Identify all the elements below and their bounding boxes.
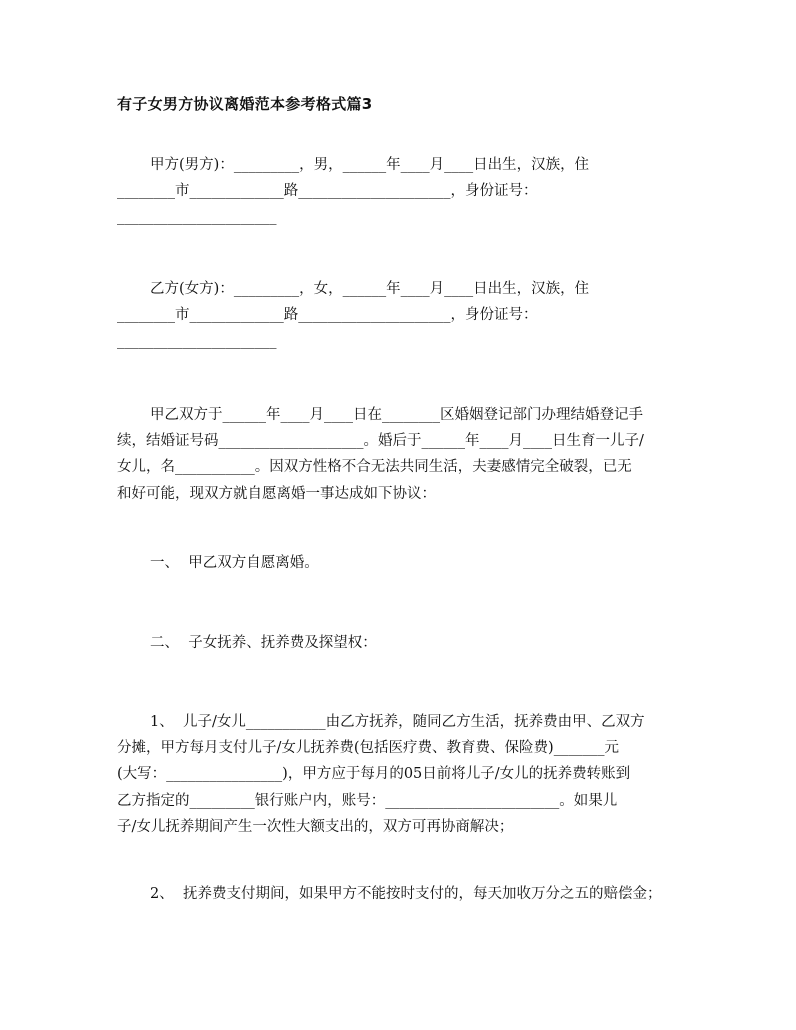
party-b-line: ______________________ [117, 333, 277, 350]
clause-1-line: 分摊，甲方每月支付儿子/女儿抚养费(包括医疗费、教育费、保险费)_______元 [117, 740, 619, 757]
party-a-line: ______________________ [117, 209, 277, 226]
party-b-line: ________市_____________路_____________________，身份证号： [117, 307, 538, 324]
clause-1-paragraph [117, 709, 687, 840]
intro-paragraph [117, 402, 687, 507]
party-b-paragraph [117, 276, 687, 355]
party-a-paragraph [117, 152, 687, 231]
clause-2: 2、 抚养费支付期间，如果甲方不能按时支付的，每天加收万分之五的赔偿金； [150, 886, 662, 902]
intro-line: 和好可能，现双方就自愿离婚一事达成如下协议： [117, 485, 436, 502]
intro-line: 甲乙双方于______年____月____日在________区婚姻登记部门办理结婚登记手 [150, 407, 643, 423]
intro-line: 女儿，名___________。因双方性格不合无法共同生活，夫妻感情完全破裂，已无 [117, 459, 632, 476]
document-title: 有子女男方协议离婚范本参考格式篇3 [117, 95, 373, 113]
article-1: 一、 甲乙双方自愿离婚。 [150, 555, 319, 571]
party-b-line: 乙方(女方)：_________，女，______年____月____日出生，汉族，住 [150, 281, 590, 297]
clause-1-line: 乙方指定的_________银行账户内，账号：________________________。如果儿 [117, 792, 618, 809]
party-a-line: ________市_____________路_____________________，身份证号： [117, 183, 538, 200]
article-2: 二、 子女抚养、抚养费及探望权： [150, 635, 377, 651]
intro-line: 续，结婚证号码____________________。婚后于______年____月____日生育一儿子/ [117, 433, 644, 450]
party-a-line: 甲方(男方)：_________，男，______年____月____日出生，汉族，住 [150, 157, 590, 173]
clause-1-line: (大写：________________)，甲方应于每月的05日前将儿子/女儿的抚养费转账到 [117, 766, 631, 783]
clause-1-line: 1、 儿子/女儿___________由乙方抚养，随同乙方生活，抚养费由甲、乙双方 [150, 714, 645, 730]
clause-1-line: 子/女儿抚养期间产生一次性大额支出的，双方可再协商解决； [117, 818, 514, 835]
